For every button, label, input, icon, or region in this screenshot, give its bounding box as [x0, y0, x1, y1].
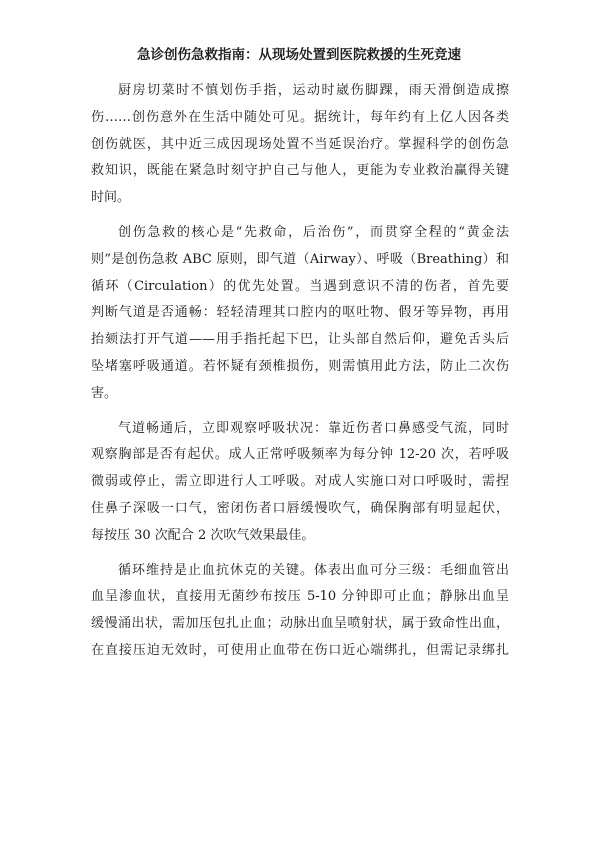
document-body: [91, 78, 509, 673]
paragraph-line: 气道畅通后，立即观察呼吸状况：靠近伤者口鼻感受气流，同时: [118, 420, 509, 436]
paragraph-4: [91, 558, 509, 665]
paragraph-3: [91, 416, 509, 550]
paragraph-line: 住鼻子深吸一口气，密闭伤者口唇缓慢吹气，确保胸部有明显起伏，: [91, 500, 509, 516]
paragraph-line: 厨房切菜时不慎划伤手指，运动时崴伤脚踝，雨天滑倒造成擦: [118, 83, 509, 98]
paragraph-line: 血呈渗血状，直接用无菌纱布按压 5-10 分钟即可止血；静脉出血呈: [91, 589, 509, 605]
paragraph-line: 微弱或停止，需立即进行人工呼吸。对成人实施口对口呼吸时，需捏: [91, 474, 509, 490]
paragraph-line: 观察胸部是否有起伏。成人正常呼吸频率为每分钟 12-20 次，若呼吸: [91, 447, 509, 463]
paragraph-line: 循环（Circulation）的优先处置。当遇到意识不清的伤者，首先要: [91, 278, 509, 294]
paragraph-line: 救知识，既能在紧急时刻守护自己与他人，更能为专业救治赢得关键: [91, 163, 509, 179]
paragraph-1: [91, 78, 509, 212]
paragraph-line: 缓慢涌出状，需加压包扎止血；动脉出血呈喷射状，属于致命性出血，: [91, 616, 509, 632]
paragraph-line: 则”是创伤急救 ABC 原则，即气道（Airway）、呼吸（Breathing）和: [91, 251, 509, 267]
paragraph-line: 伤……创伤意外在生活中随处可见。据统计，每年约有上亿人因各类: [91, 109, 509, 125]
paragraph-line: 在直接压迫无效时，可使用止血带在伤口近心端绑扎，但需记录绑扎: [91, 642, 509, 658]
paragraph-line: 创伤急救的核心是“先救命，后治伤”，而贯穿全程的“黄金法: [118, 224, 509, 240]
paragraph-line: 时间。: [91, 190, 131, 206]
paragraph-2: [91, 220, 509, 408]
paragraph-line: 创伤就医，其中近三成因现场处置不当延误治疗。掌握科学的创伤急: [91, 136, 509, 152]
paragraph-line: 坠堵塞呼吸通道。若怀疑有颈椎损伤，则需慎用此方法，防止二次伤: [91, 358, 509, 374]
paragraph-line: 害。: [91, 385, 118, 401]
paragraph-line: 抬颏法打开气道——用手指托起下巴，让头部自然后仰，避免舌头后: [91, 332, 509, 348]
paragraph-line: 循环维持是止血抗休克的关键。体表出血可分三级：毛细血管出: [118, 562, 509, 578]
document-title: 急诊创伤急救指南：从现场处置到医院救援的生死竞速: [137, 47, 461, 63]
paragraph-line: 判断气道是否通畅：轻轻清理其口腔内的呕吐物、假牙等异物，再用: [91, 305, 509, 321]
paragraph-line: 每按压 30 次配合 2 次吹气效果最佳。: [91, 527, 315, 543]
